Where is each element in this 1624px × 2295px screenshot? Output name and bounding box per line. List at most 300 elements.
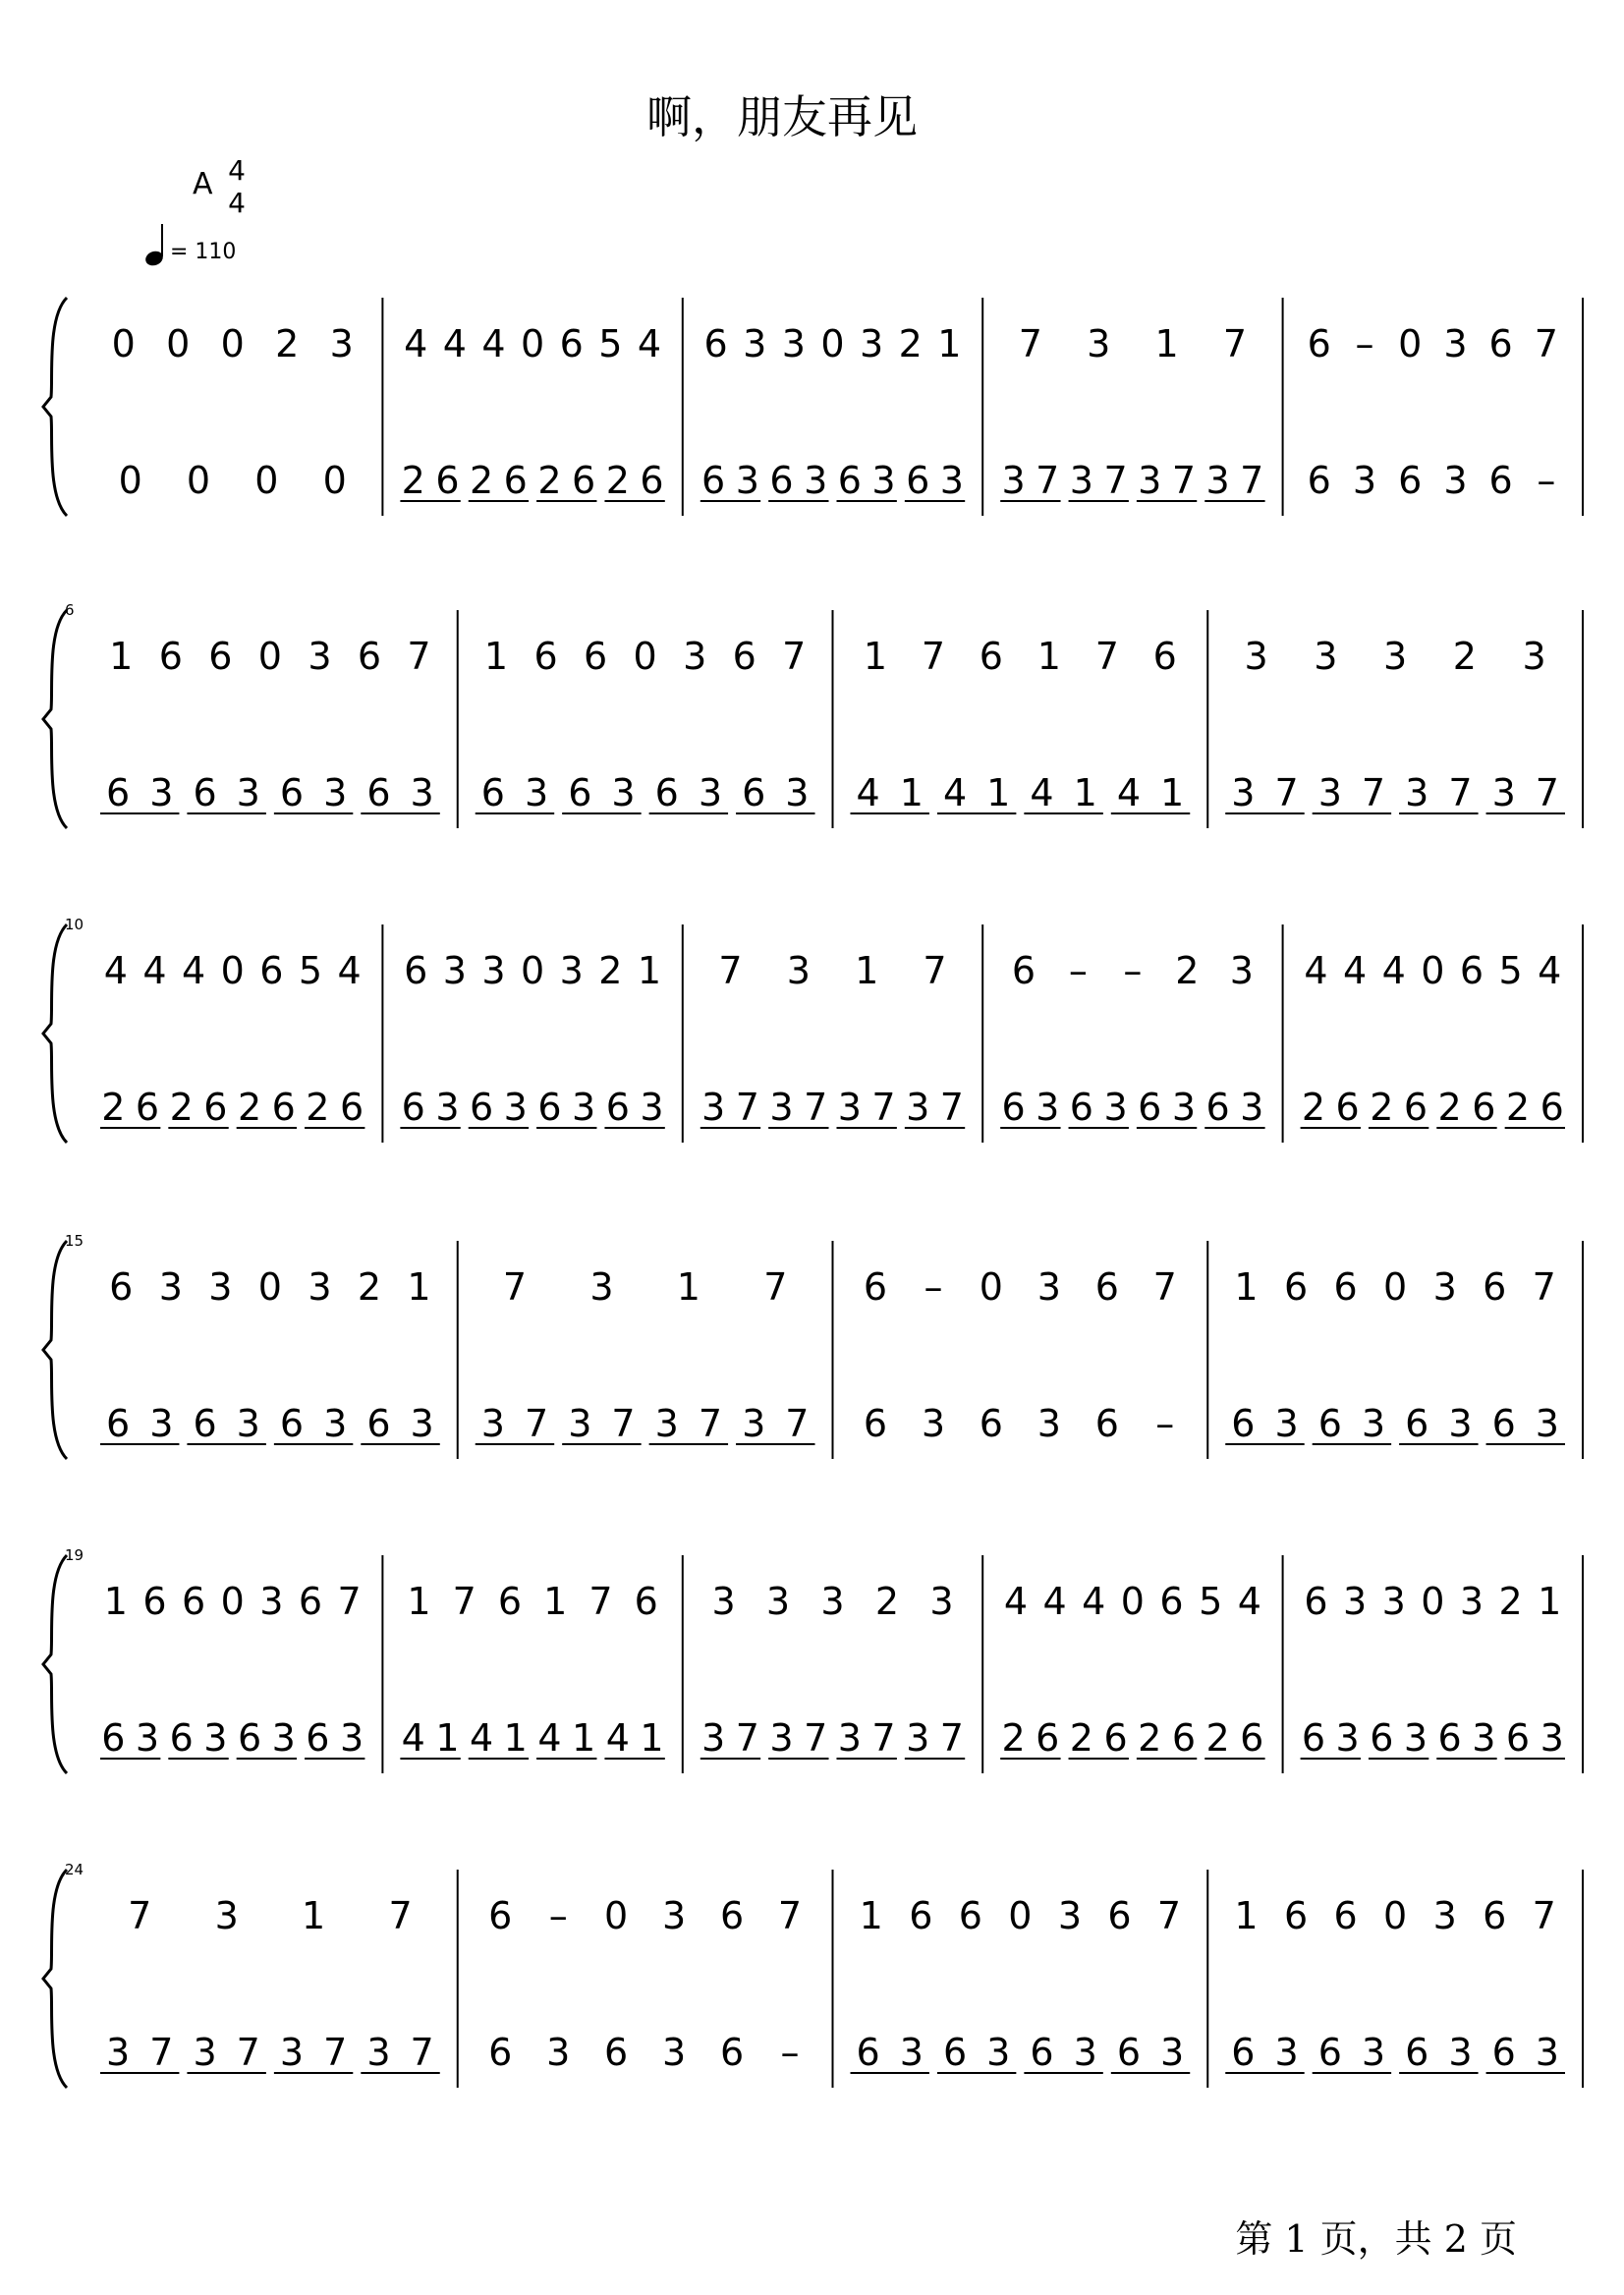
lower-note: 3 xyxy=(193,2031,217,2074)
lower-note: 3 xyxy=(203,1716,228,1760)
upper-note: 3 xyxy=(765,1580,791,1623)
upper-note: 4 xyxy=(1304,949,1328,992)
upper-note: 1 xyxy=(407,1580,431,1623)
upper-note: 7 xyxy=(1152,1265,1177,1309)
lower-note: 6 xyxy=(488,2031,513,2074)
upper-note: – xyxy=(548,1894,568,1937)
lower-note: 3 xyxy=(1138,459,1162,502)
lower-note: 3 xyxy=(524,771,549,814)
lower-note: 3 xyxy=(1352,459,1377,502)
lower-note: 3 xyxy=(480,1402,505,1445)
lower-note: – xyxy=(1155,1402,1175,1445)
measure-number: 24 xyxy=(65,1861,84,1878)
upper-note: 0 xyxy=(1008,1894,1033,1937)
lower-note: 6 xyxy=(1370,1716,1394,1760)
lower-note: 3 xyxy=(1540,1716,1564,1760)
lower-note: 3 xyxy=(1231,771,1256,814)
lower-note: 3 xyxy=(1472,1716,1496,1760)
lower-note: 4 xyxy=(605,1716,630,1760)
lower-note: 3 xyxy=(572,1086,596,1129)
lower-note: 6 xyxy=(604,2031,629,2074)
lower-note: 3 xyxy=(986,2031,1011,2074)
lower-note: 2 xyxy=(1069,1716,1093,1760)
lower-note: 6 xyxy=(1488,459,1513,502)
lower-note: 6 xyxy=(135,1086,160,1129)
lower-note: 3 xyxy=(701,1716,726,1760)
lower-note: 3 xyxy=(769,1716,794,1760)
upper-note: 3 xyxy=(781,322,806,365)
lower-note: 7 xyxy=(1448,771,1473,814)
lower-note: 3 xyxy=(410,771,434,814)
lower-note: 1 xyxy=(572,1716,596,1760)
lower-note: 7 xyxy=(1103,459,1128,502)
lower-note: 3 xyxy=(921,1402,946,1445)
upper-note: 1 xyxy=(637,949,662,992)
upper-note: 1 xyxy=(543,1580,568,1623)
upper-note: 6 xyxy=(1459,949,1484,992)
upper-note: 0 xyxy=(111,322,136,365)
upper-note: 7 xyxy=(588,1580,613,1623)
upper-note: 7 xyxy=(763,1265,788,1309)
upper-note: 2 xyxy=(1498,1580,1523,1623)
lower-note: 6 xyxy=(1405,2031,1429,2074)
brace-icon xyxy=(43,1555,67,1773)
lower-note: 6 xyxy=(1103,1716,1128,1760)
upper-note: 0 xyxy=(979,1265,1003,1309)
brace-icon xyxy=(43,1241,67,1459)
upper-note: 3 xyxy=(662,1894,687,1937)
lower-note: 6 xyxy=(435,459,460,502)
lower-note: 6 xyxy=(366,771,391,814)
lower-note: 6 xyxy=(306,1716,330,1760)
lower-note: 1 xyxy=(1160,771,1185,814)
lower-note: 6 xyxy=(1491,2031,1516,2074)
lower-note: 3 xyxy=(1317,771,1342,814)
time-signature-bottom: 4 xyxy=(228,187,246,219)
upper-note: 4 xyxy=(637,322,662,365)
lower-note: 7 xyxy=(735,1086,759,1129)
upper-note: 6 xyxy=(863,1265,888,1309)
upper-note: 3 xyxy=(786,949,811,992)
lower-note: 3 xyxy=(236,1402,260,1445)
upper-note: 4 xyxy=(103,949,128,992)
upper-note: 7 xyxy=(128,1894,152,1937)
upper-note: 6 xyxy=(1488,322,1513,365)
upper-note: 3 xyxy=(1459,1580,1484,1623)
upper-note: 6 xyxy=(488,1894,513,1937)
lower-note: 3 xyxy=(1036,1402,1061,1445)
lower-note: 6 xyxy=(742,771,766,814)
lower-note: 3 xyxy=(871,459,896,502)
upper-note: 6 xyxy=(634,1580,658,1623)
lower-note: 6 xyxy=(906,459,930,502)
upper-note: 6 xyxy=(259,949,284,992)
lower-note: 7 xyxy=(1240,459,1264,502)
upper-note: 3 xyxy=(1432,1894,1457,1937)
measure-number: 15 xyxy=(65,1232,84,1250)
time-signature-top: 4 xyxy=(228,154,246,187)
upper-note: 1 xyxy=(407,1265,431,1309)
upper-note: 0 xyxy=(220,949,245,992)
lower-note: 3 xyxy=(1535,1402,1559,1445)
lower-note: 6 xyxy=(1094,1402,1119,1445)
score-system xyxy=(43,916,1583,1143)
lower-note: 3 xyxy=(611,771,636,814)
upper-note: 6 xyxy=(909,1894,933,1937)
lower-note: 3 xyxy=(837,1716,862,1760)
upper-note: 2 xyxy=(598,949,623,992)
lower-note: 7 xyxy=(1171,459,1197,502)
lower-note: 6 xyxy=(654,771,679,814)
lower-note: 3 xyxy=(939,459,964,502)
lower-note: 6 xyxy=(1437,1716,1462,1760)
lower-note: 6 xyxy=(401,1086,425,1129)
upper-note: 3 xyxy=(1057,1894,1083,1937)
upper-note: 1 xyxy=(1234,1894,1259,1937)
upper-note: 4 xyxy=(1082,1580,1106,1623)
lower-note: 3 xyxy=(1361,2031,1386,2074)
measure-number: 19 xyxy=(65,1546,84,1564)
upper-note: 6 xyxy=(732,635,756,678)
upper-note: 3 xyxy=(820,1580,845,1623)
upper-note: 6 xyxy=(142,1580,167,1623)
upper-note: 3 xyxy=(683,635,707,678)
upper-note: 2 xyxy=(874,1580,900,1623)
lower-note: 6 xyxy=(1001,1086,1026,1129)
upper-note: 0 xyxy=(1421,1580,1445,1623)
upper-note: 0 xyxy=(220,322,245,365)
lower-note: 3 xyxy=(785,771,810,814)
lower-note: 3 xyxy=(106,2031,131,2074)
systems xyxy=(43,298,1583,2088)
upper-note: 1 xyxy=(859,1894,883,1937)
lower-note: 7 xyxy=(1535,771,1559,814)
upper-note: 6 xyxy=(109,1265,134,1309)
lower-note: 0 xyxy=(186,459,211,502)
lower-note: 6 xyxy=(169,1716,194,1760)
lower-note: 7 xyxy=(939,1086,964,1129)
lower-note: 6 xyxy=(1335,1086,1360,1129)
lower-note: 3 xyxy=(1443,459,1468,502)
lower-note: 2 xyxy=(169,1086,194,1129)
lower-note: 3 xyxy=(1171,1086,1197,1129)
lower-note: 3 xyxy=(1001,459,1026,502)
lower-note: 2 xyxy=(469,459,494,502)
upper-note: 1 xyxy=(1538,1580,1562,1623)
tempo-marking: = 110 xyxy=(170,240,237,264)
upper-note: 6 xyxy=(1094,1265,1119,1309)
upper-note: 3 xyxy=(589,1265,614,1309)
lower-note: 6 xyxy=(193,771,217,814)
lower-note: 6 xyxy=(1403,1086,1428,1129)
lower-note: 6 xyxy=(1240,1716,1264,1760)
lower-note: 2 xyxy=(1505,1086,1531,1129)
lower-note: 3 xyxy=(279,2031,305,2074)
lower-note: 6 xyxy=(1540,1086,1564,1129)
upper-note: 6 xyxy=(1152,635,1177,678)
upper-note: 7 xyxy=(1534,322,1558,365)
upper-note: 4 xyxy=(1381,949,1406,992)
upper-note: 2 xyxy=(1452,635,1477,678)
lower-note: 3 xyxy=(435,1086,460,1129)
lower-note: 4 xyxy=(401,1716,425,1760)
upper-note: 3 xyxy=(929,1580,954,1623)
upper-note: 0 xyxy=(1421,949,1445,992)
upper-note: 4 xyxy=(181,949,206,992)
lower-note: 6 xyxy=(1069,1086,1093,1129)
lower-note: 3 xyxy=(1205,459,1230,502)
upper-note: 0 xyxy=(521,949,545,992)
upper-note: 3 xyxy=(1314,635,1338,678)
upper-note: 2 xyxy=(898,322,923,365)
upper-note: 3 xyxy=(1244,635,1268,678)
lower-note: 6 xyxy=(1036,1716,1060,1760)
upper-note: 3 xyxy=(1443,322,1468,365)
lower-note: 1 xyxy=(640,1716,664,1760)
lower-note: 3 xyxy=(149,1402,174,1445)
lower-note: 4 xyxy=(1030,771,1054,814)
lower-note: – xyxy=(780,2031,800,2074)
upper-note: 1 xyxy=(1036,635,1061,678)
lower-note: 2 xyxy=(537,459,562,502)
lower-note: 6 xyxy=(271,1086,296,1129)
lower-note: 6 xyxy=(1231,1402,1256,1445)
lower-note: 4 xyxy=(469,1716,494,1760)
lower-note: 6 xyxy=(1301,1716,1326,1760)
lower-note: 6 xyxy=(1205,1086,1230,1129)
upper-note: 6 xyxy=(1333,1265,1358,1309)
upper-note: 1 xyxy=(676,1265,700,1309)
lower-note: 7 xyxy=(939,1716,964,1760)
lower-note: 3 xyxy=(1274,1402,1299,1445)
upper-note: 3 xyxy=(259,1580,284,1623)
upper-note: 6 xyxy=(1011,949,1036,992)
lower-note: 7 xyxy=(804,1086,828,1129)
upper-note: 0 xyxy=(521,322,545,365)
lower-note: 6 xyxy=(1405,1402,1429,1445)
lower-note: 3 xyxy=(135,1716,160,1760)
upper-note: 7 xyxy=(337,1580,362,1623)
upper-note: 6 xyxy=(958,1894,982,1937)
upper-note: 6 xyxy=(583,635,608,678)
lower-note: 3 xyxy=(769,1086,794,1129)
upper-note: 1 xyxy=(1154,322,1179,365)
upper-note: 7 xyxy=(1094,635,1119,678)
upper-note: 3 xyxy=(559,949,584,992)
lower-note: 2 xyxy=(237,1086,262,1129)
lower-note: 6 xyxy=(1030,2031,1054,2074)
lower-note: 6 xyxy=(942,2031,968,2074)
score-system xyxy=(43,601,1583,828)
lower-note: 2 xyxy=(1437,1086,1462,1129)
lower-note: 6 xyxy=(203,1086,228,1129)
lower-note: 6 xyxy=(863,1402,888,1445)
lower-note: 3 xyxy=(1535,2031,1559,2074)
lower-note: 7 xyxy=(236,2031,260,2074)
upper-note: 6 xyxy=(1304,1580,1328,1623)
lower-note: 3 xyxy=(1103,1086,1128,1129)
upper-note: 6 xyxy=(533,635,558,678)
lower-note: 6 xyxy=(719,2031,745,2074)
lower-note: 6 xyxy=(640,459,664,502)
lower-note: 7 xyxy=(698,1402,723,1445)
lower-note: 6 xyxy=(279,771,305,814)
upper-note: 0 xyxy=(257,1265,282,1309)
upper-note: 1 xyxy=(863,635,888,678)
lower-note: 3 xyxy=(1335,1716,1360,1760)
upper-note: 7 xyxy=(1532,1894,1556,1937)
lower-note: 3 xyxy=(662,2031,687,2074)
page-title: 啊，朋友再见 xyxy=(646,90,918,143)
upper-note: 0 xyxy=(166,322,191,365)
upper-note: 7 xyxy=(502,1265,528,1309)
upper-note: 5 xyxy=(1199,1580,1223,1623)
upper-note: 3 xyxy=(329,322,354,365)
lower-note: 6 xyxy=(1472,1086,1496,1129)
lower-note: 3 xyxy=(654,1402,679,1445)
upper-note: 7 xyxy=(388,1894,413,1937)
lower-note: 6 xyxy=(1491,1402,1516,1445)
lower-note: 3 xyxy=(1073,2031,1097,2074)
lower-note: 0 xyxy=(118,459,142,502)
lower-note: 3 xyxy=(1361,1402,1386,1445)
lower-note: 3 xyxy=(1491,771,1516,814)
lower-note: 6 xyxy=(101,1716,126,1760)
upper-note: 6 xyxy=(1159,1580,1184,1623)
lower-note: 3 xyxy=(568,1402,592,1445)
upper-note: 4 xyxy=(404,322,428,365)
lower-note: 6 xyxy=(605,1086,630,1129)
lower-note: 3 xyxy=(804,459,828,502)
upper-note: 6 xyxy=(719,1894,745,1937)
upper-note: 1 xyxy=(302,1894,326,1937)
lower-note: 6 xyxy=(568,771,592,814)
upper-note: 6 xyxy=(1483,1265,1507,1309)
lower-note: 7 xyxy=(323,2031,348,2074)
lower-note: 3 xyxy=(1448,2031,1473,2074)
upper-note: 6 xyxy=(1283,1265,1309,1309)
lower-note: 6 xyxy=(979,1402,1003,1445)
lower-note: 3 xyxy=(1036,1086,1060,1129)
upper-note: 2 xyxy=(275,322,300,365)
lower-note: 3 xyxy=(503,1086,528,1129)
lower-note: 7 xyxy=(871,1716,896,1760)
upper-note: 7 xyxy=(1532,1265,1556,1309)
brace-icon xyxy=(43,610,67,828)
lower-note: 3 xyxy=(546,2031,571,2074)
upper-note: 6 xyxy=(1483,1894,1507,1937)
upper-note: 7 xyxy=(1222,322,1248,365)
measure-number: 10 xyxy=(65,916,84,933)
upper-note: 3 xyxy=(1381,1580,1406,1623)
upper-note: 6 xyxy=(298,1580,323,1623)
lower-note: 3 xyxy=(837,1086,862,1129)
lower-note: 3 xyxy=(271,1716,296,1760)
lower-note: 3 xyxy=(1274,2031,1299,2074)
lower-note: 6 xyxy=(339,1086,364,1129)
lower-note: 7 xyxy=(611,1402,636,1445)
lower-note: 3 xyxy=(906,1086,930,1129)
upper-note: 5 xyxy=(298,949,323,992)
lower-note: 6 xyxy=(537,1086,562,1129)
quarter-note-icon xyxy=(143,224,165,268)
upper-note: 7 xyxy=(718,949,743,992)
upper-note: 3 xyxy=(860,322,884,365)
upper-note: 4 xyxy=(1237,1580,1261,1623)
upper-note: 3 xyxy=(743,322,767,365)
lower-note: 7 xyxy=(785,1402,810,1445)
lower-note: 3 xyxy=(1448,1402,1473,1445)
lower-note: 4 xyxy=(856,771,880,814)
upper-note: 0 xyxy=(257,635,282,678)
upper-note: 0 xyxy=(820,322,845,365)
upper-note: 6 xyxy=(357,635,382,678)
upper-note: 2 xyxy=(357,1265,382,1309)
lower-note: 3 xyxy=(735,459,759,502)
upper-note: 3 xyxy=(308,635,332,678)
lower-note: 7 xyxy=(1036,459,1060,502)
lower-note: 6 xyxy=(701,459,726,502)
upper-note: 1 xyxy=(937,322,962,365)
lower-note: 1 xyxy=(1073,771,1097,814)
upper-note: 6 xyxy=(181,1580,206,1623)
upper-note: 4 xyxy=(442,322,467,365)
lower-note: 6 xyxy=(1116,2031,1142,2074)
upper-note: 4 xyxy=(142,949,167,992)
upper-note: 2 xyxy=(1175,949,1200,992)
upper-note: 7 xyxy=(777,1894,803,1937)
lower-note: 3 xyxy=(1240,1086,1264,1129)
lower-note: 6 xyxy=(1398,459,1423,502)
lower-note: 6 xyxy=(503,459,528,502)
lower-note: 2 xyxy=(1205,1716,1230,1760)
lower-note: 3 xyxy=(698,771,723,814)
upper-note: 6 xyxy=(703,322,728,365)
upper-note: 7 xyxy=(782,635,807,678)
upper-note: – xyxy=(1068,949,1088,992)
upper-note: 7 xyxy=(407,635,431,678)
upper-note: 6 xyxy=(404,949,428,992)
upper-note: 6 xyxy=(559,322,584,365)
lower-note: 6 xyxy=(856,2031,880,2074)
lower-note: 7 xyxy=(871,1086,896,1129)
upper-note: 1 xyxy=(483,635,509,678)
brace-icon xyxy=(43,924,67,1143)
upper-note: 6 xyxy=(1283,1894,1309,1937)
upper-note: 0 xyxy=(1120,1580,1145,1623)
lower-note: 3 xyxy=(742,1402,766,1445)
upper-note: 3 xyxy=(1522,635,1546,678)
lower-note: 7 xyxy=(1361,771,1386,814)
upper-note: 7 xyxy=(1018,322,1042,365)
upper-note: 0 xyxy=(1383,1894,1408,1937)
lower-note: 3 xyxy=(1069,459,1093,502)
upper-note: 5 xyxy=(598,322,623,365)
score-system xyxy=(43,1861,1583,2088)
lower-note: 2 xyxy=(1301,1086,1326,1129)
lower-note: 3 xyxy=(410,1402,434,1445)
header-info xyxy=(143,154,246,268)
upper-note: 4 xyxy=(481,322,506,365)
lower-note: 2 xyxy=(1138,1716,1162,1760)
upper-note: 3 xyxy=(1432,1265,1457,1309)
upper-note: 0 xyxy=(1383,1265,1408,1309)
upper-note: 3 xyxy=(214,1894,239,1937)
lower-note: 6 xyxy=(1307,459,1331,502)
lower-note: 6 xyxy=(769,459,794,502)
lower-note: 2 xyxy=(1370,1086,1394,1129)
upper-note: 6 xyxy=(1333,1894,1358,1937)
